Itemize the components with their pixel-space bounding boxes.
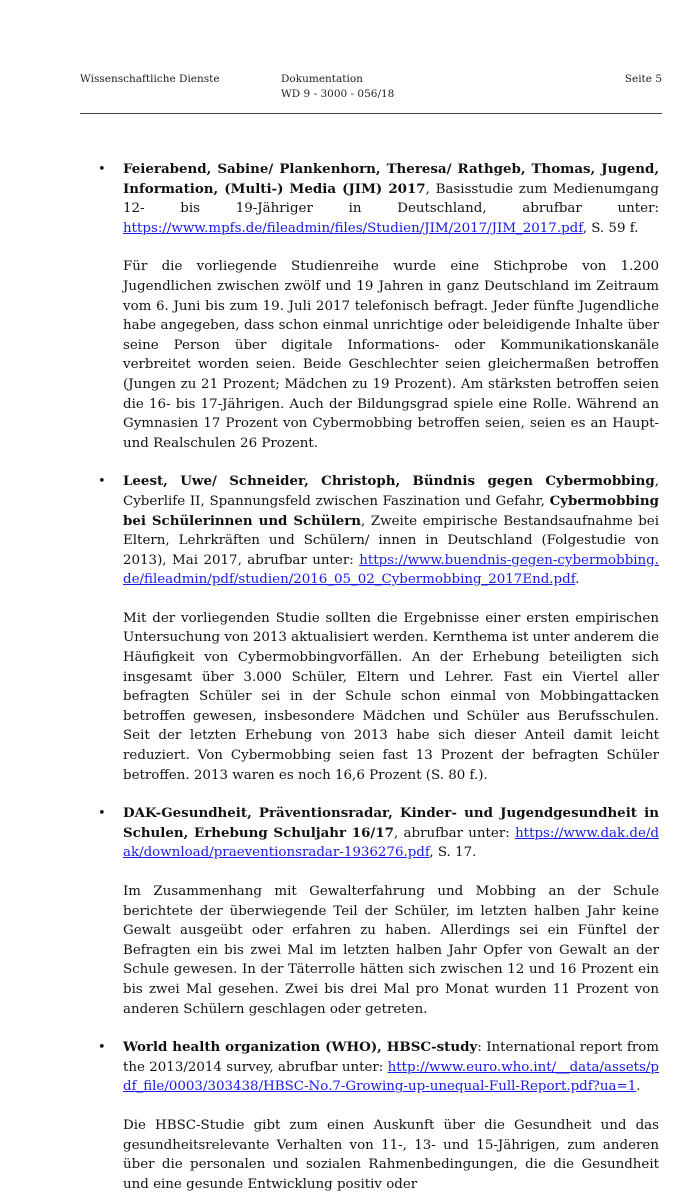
entry-summary: Im Zusammenhang mit Gewalterfahrung und Mobbing an der Schule berichtete der überwiegende Teil der Schüler, im letzten halben Jahr keine Gewalt ausgeübt oder erfahren zu haben. Allerdings sei ein Fünftel der Befragten ein bis zwei Mal im letzten halben Jahr Opfer von Gewalt an der Schule gewesen. In der Täterrolle hätten sich zwischen 12 und 16 Prozent ein bis zwei Mal gesehen. Zwei bis drei Mal pro Monat wurden 11 Prozent von anderen Schülern geschlagen oder getreten. xyxy=(123,884,659,1017)
reference-title: DAK-Gesundheit, Präventionsradar, Kinder- und Jugendgesundheit in Schulen, Erhebung Schuljahr 16/17 xyxy=(123,805,659,841)
page-header xyxy=(80,68,662,114)
reference-page-ref: . xyxy=(636,1079,641,1095)
reference-link[interactable]: https://www.dak.de/dak/download/praeventionsradar-1936276.pdf xyxy=(123,825,659,861)
reference-page-ref: , S. 17. xyxy=(429,845,477,861)
reference-description: , abrufbar unter: xyxy=(393,825,516,841)
bullet-icon: • xyxy=(98,162,106,177)
reference-entry xyxy=(93,804,659,863)
bullet-icon: • xyxy=(98,1040,106,1056)
reference-entry xyxy=(93,472,659,590)
reference-title: Feierabend, Sabine/ Plankenhorn, Theresa/ Rathgeb, Thomas, Jugend, Information, (Multi-) Media (JIM) 2017 xyxy=(123,161,659,197)
document-body xyxy=(93,160,659,1194)
reference-entry xyxy=(93,160,659,238)
header-rule xyxy=(80,113,662,114)
entry-summary: Für die vorliegende Studienreihe wurde eine Stichprobe von 1.200 Jugendlichen zwischen zwölf und 19 Jahren in ganz Deutschland im Zeitraum vom 6. Juni bis zum 19. Juli 2017 telefonisch befragt. Jeder fünfte Jugendliche habe angegeben, dass schon einmal unrichtige oder beleidigende Inhalte über seine Person über digitale Informations- oder Kommunikationskanäle verbreitet worden seien. Beide Geschlechter seien gleichermaßen betroffen (Jungen zu 21 Prozent; Mädchen zu 19 Prozent). Am stärksten betroffen seien die 16- bis 17-Jährigen. Auch der Bildungsgrad spiele eine Rolle. Während an Gymnasien 17 Prozent von Cybermobbing betroffen seien, seien es an Haupt- und Realschulen 26 Prozent. xyxy=(123,259,659,451)
reference-subtitle: Cybermobbing bei Schülerinnen und Schülern xyxy=(123,492,659,529)
reference-description: : International report from the 2013/2014 survey, abrufbar unter: xyxy=(123,1040,660,1075)
reference-title: World health organization (WHO), HBSC-study xyxy=(123,1039,478,1056)
reference-link[interactable]: https://www.mpfs.de/fileadmin/files/Studien/JIM/2017/JIM_2017.pdf xyxy=(123,220,583,236)
reference-entry xyxy=(93,1038,659,1097)
header-page-number: Seite 5 xyxy=(624,73,662,85)
reference-page-ref: . xyxy=(575,572,580,588)
reference-page-ref: , S. 59 f. xyxy=(582,220,639,236)
header-doc-label: Dokumentation xyxy=(281,73,363,85)
reference-details: , Zweite empirische Bestandsaufnahme bei Eltern, Lehrkräften und Schülern/ innen in Deutschland (Folgestudie von 2013), Mai 2017, abrufbar unter: xyxy=(123,513,659,568)
entry-summary: Die HBSC-Studie gibt zum einen Auskunft über die Gesundheit und das gesundheitsrelevante Verhalten von 11-, 13- und 15-Jährigen, zum anderen über die personalen und sozialen Rahmenbedingungen, die die Gesundheit und eine gesunde Entwicklung positiv oder xyxy=(123,1117,659,1192)
reference-link[interactable]: https://www.buendnis-gegen-cybermobbing.de/fileadmin/pdf/studien/2016_05_02_Cybermobbing_2017End.pdf xyxy=(123,552,659,588)
reference-link[interactable]: http://www.euro.who.int/__data/assets/pdf_file/0003/303438/HBSC-No.7-Growing-up-unequal-Full-Report.pdf?ua=1 xyxy=(123,1059,659,1095)
entry-summary: Mit der vorliegenden Studie sollten die Ergebnisse einer ersten empirischen Untersuchung von 2013 aktualisiert werden. Kernthema ist unter anderem die Häufigkeit von Cybermobbingvorfällen. An der Erhebung beteiligten sich insgesamt über 3.000 Schüler, Eltern und Lehrer. Fast ein Viertel aller befragten Schüler sei in der Schule schon einmal von Mobbingattacken betroffen gewesen, insbesondere Mädchen und Schüler aus Berufsschulen. Seit der letzten Erhebung von 2013 habe sich dieser Anteil damit leicht reduziert. Von Cybermobbing seien fast 13 Prozent der befragten Schüler betroffen. 2013 waren es noch 16,6 Prozent (S. 80 f.). xyxy=(123,610,659,783)
bullet-icon: • xyxy=(98,806,106,822)
header-doc-number: WD 9 - 3000 - 056/18 xyxy=(281,88,395,100)
header-department: Wissenschaftliche Dienste xyxy=(80,73,220,85)
reference-description: , Cyberlife II, Spannungsfeld zwischen Faszination und Gefahr, xyxy=(123,474,659,509)
reference-description: , Basisstudie zum Medienumgang 12- bis 19-Jähriger in Deutschland, abrufbar unter: xyxy=(123,181,659,217)
reference-title: Leest, Uwe/ Schneider, Christoph, Bündnis gegen Cybermobbing xyxy=(123,473,655,490)
header-document-type xyxy=(281,72,394,102)
bullet-icon: • xyxy=(98,474,106,490)
